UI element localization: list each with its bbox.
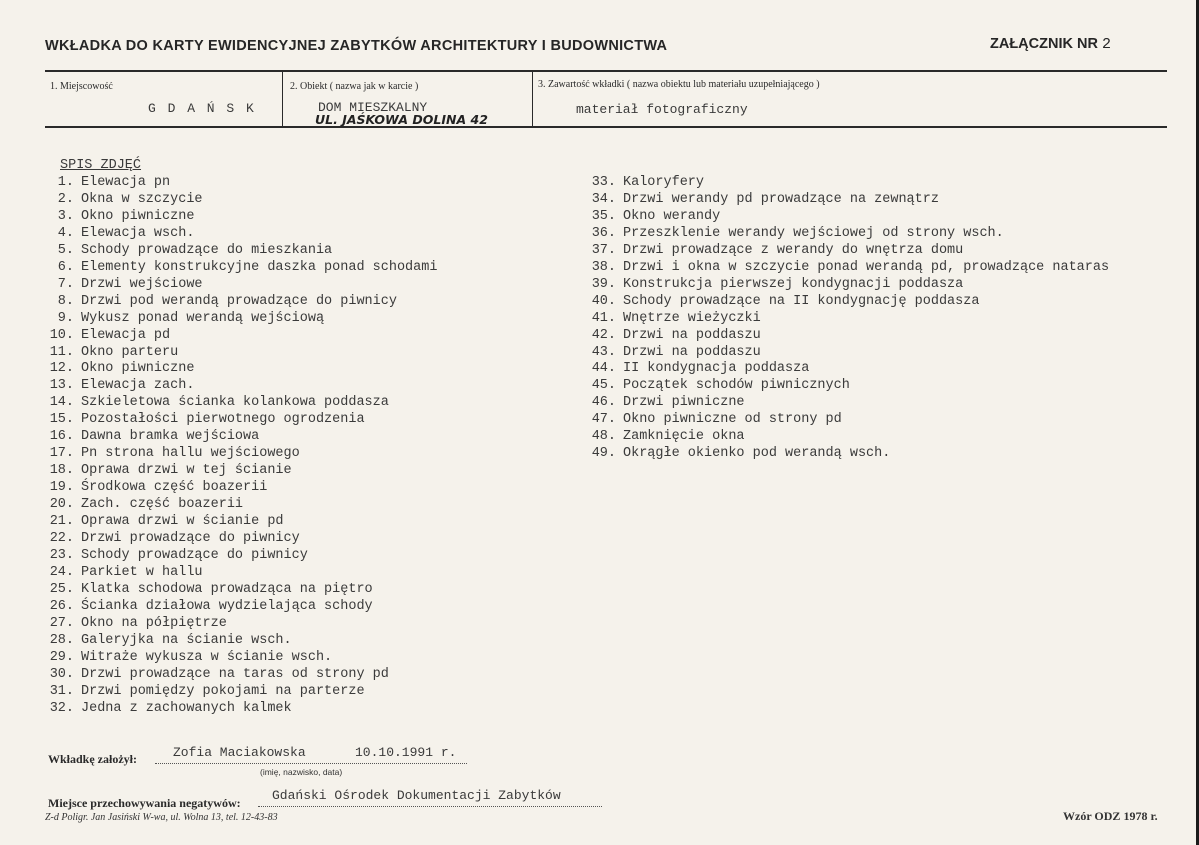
list-item [46,192,437,209]
list-item-text: Okrągłe okienko pod werandą wsch. [623,446,891,462]
list-item-text: Konstrukcja pierwszej kondygnacji poddasza [623,276,964,292]
list-item-number: 40. [591,293,616,309]
list-item [46,650,437,667]
list-item-number: 10. [49,327,74,343]
list-item-text: Schody prowadzące do piwnicy [81,547,308,563]
list-item-text: Parkiet w hallu [81,564,203,580]
list-item [590,175,1109,192]
photo-list-right [590,175,1109,463]
list-item-text: Okno piwniczne od strony pd [623,412,842,428]
list-item [46,684,437,701]
list-item [46,497,437,514]
list-item-text: Elewacja wsch. [81,225,195,241]
list-item [46,446,437,463]
list-item-number: 36. [591,225,616,241]
list-item [590,412,1109,429]
storage-value: Gdański Ośrodek Dokumentacji Zabytków [272,788,561,803]
list-item-number: 34. [591,191,616,207]
list-item [590,395,1109,412]
author-label: Wkładkę założył: [48,752,137,766]
list-item-number: 25. [49,581,74,597]
list-item [46,345,437,362]
list-item-text: Pn strona hallu wejściowego [81,446,300,462]
annex-number: 2 [1101,36,1111,53]
list-item-number: 14. [49,395,74,411]
list-item [46,667,437,684]
list-item-text: Pozostałości pierwotnego ogrodzenia [81,412,365,428]
list-item-number: 6. [57,259,74,275]
list-item-number: 33. [591,175,616,190]
author-value: Zofia Maciakowska [173,745,306,760]
list-item-number: 18. [49,463,74,479]
list-item-text: Klatka schodowa prowadząca na piętro [81,581,373,597]
locality-label: 1. Miejscowość [50,81,113,92]
list-item-text: Szkieletowa ścianka kolankowa poddasza [81,395,389,411]
list-item-number: 27. [49,615,74,631]
list-item [590,429,1109,446]
list-item [590,294,1109,311]
table-divider-1 [282,72,283,126]
list-item [46,328,437,345]
list-item-text: Okno werandy [623,208,721,224]
list-item-text: II kondygnacja poddasza [623,361,810,377]
list-item [46,361,437,378]
list-item [46,209,437,226]
list-item [46,175,437,192]
list-item [46,480,437,497]
object-value-handwritten: UL. JAŚKOWA DOLINA 42 [315,112,488,127]
list-item [46,412,437,429]
list-item [46,277,437,294]
list-item [590,192,1109,209]
list-item [46,226,437,243]
table-bottom-border [45,126,1167,128]
list-item-number: 35. [591,208,616,224]
list-item-number: 49. [591,446,616,462]
list-item [46,243,437,260]
list-item [590,345,1109,362]
list-item-number: 23. [49,547,74,563]
list-item-number: 37. [591,242,616,258]
list-item-number: 42. [591,327,616,343]
list-item-number: 8. [57,293,74,309]
list-item-text: Schody prowadzące do mieszkania [81,242,333,258]
author-dotted-line [155,763,467,764]
list-item-text: Wykusz ponad werandą wejściową [81,310,325,326]
list-item-number: 16. [49,429,74,445]
list-item-text: Drzwi na poddaszu [623,327,761,343]
list-item-text: Zach. część boazerii [81,497,244,513]
list-item-text: Drzwi piwniczne [623,395,745,411]
list-item-number: 24. [49,564,74,580]
list-item-text: Przeszklenie werandy wejściowej od strony wsch. [623,225,1004,241]
object-label: 2. Obiekt ( nazwa jak w karcie ) [290,81,419,92]
list-item [46,378,437,395]
list-item-number: 48. [591,429,616,445]
list-item [590,446,1109,463]
list-item-text: Drzwi na poddaszu [623,344,761,360]
form-title: WKŁADKA DO KARTY EWIDENCYJNEJ ZABYTKÓW ARCHITEKTURY I BUDOWNICTWA [45,38,668,54]
list-item [46,311,437,328]
list-item-number: 3. [57,208,74,224]
list-item-number: 21. [49,514,74,530]
list-item-number: 43. [591,344,616,360]
list-item-number: 47. [591,412,616,428]
list-item-number: 38. [591,259,616,275]
list-item-number: 17. [49,446,74,462]
list-item-number: 5. [57,242,74,258]
list-item [46,599,437,616]
list-item-number: 45. [591,378,616,394]
list-item-number: 7. [57,276,74,292]
list-item-text: Elewacja zach. [81,378,195,394]
annex-label [990,36,1111,53]
list-item [46,429,437,446]
list-item-number: 41. [591,310,616,326]
locality-value: G D A Ń S K [148,101,256,116]
storage-label: Miejsce przechowywania negatywów: [48,796,241,810]
list-item-text: Okna w szczycie [81,191,203,207]
list-item-number: 13. [49,378,74,394]
list-item-number: 1. [57,175,74,190]
list-item [590,243,1109,260]
list-item [46,701,437,718]
list-item-number: 20. [49,497,74,513]
list-item-text: Okno na półpiętrze [81,615,227,631]
list-item-text: Elementy konstrukcyjne daszka ponad schodami [81,259,438,275]
list-item [590,361,1109,378]
list-item [46,294,437,311]
list-item-number: 4. [57,225,74,241]
form-code: Wzór ODZ 1978 r. [1063,809,1158,823]
storage-dotted-line [258,806,602,807]
list-item [46,633,437,650]
list-item [46,395,437,412]
list-item-text: Okno piwniczne [81,208,195,224]
photo-list-left [46,175,437,718]
list-item [590,209,1109,226]
list-item-text: Drzwi prowadzące do piwnicy [81,531,300,547]
list-item [46,548,437,565]
list-item [46,260,437,277]
list-item [46,514,437,531]
list-item-number: 29. [49,649,74,665]
list-item-text: Elewacja pn [81,175,171,190]
list-item-text: Galeryjka na ścianie wsch. [81,632,292,648]
list-item [46,531,437,548]
list-item [46,463,437,480]
list-item-text: Kaloryfery [623,175,705,190]
list-item-number: 2. [57,191,74,207]
table-top-border [45,70,1167,72]
list-item-text: Drzwi pod werandą prowadzące do piwnicy [81,293,397,309]
list-item-number: 28. [49,632,74,648]
list-item-text: Okno parteru [81,344,179,360]
content-value: materiał fotograficzny [576,102,748,117]
list-item-text: Witraże wykusza w ścianie wsch. [81,649,333,665]
list-item-number: 22. [49,531,74,547]
list-item [590,277,1109,294]
list-item [590,311,1109,328]
list-item [46,582,437,599]
content-label: 3. Zawartość wkładki ( nazwa obiektu lub materiału uzupełniającego ) [538,79,820,90]
author-hint: (imię, nazwisko, data) [260,767,343,777]
list-item [590,328,1109,345]
annex-label-text: ZAŁĄCZNIK NR [990,36,1098,52]
list-item-text: Jedna z zachowanych kalmek [81,700,292,716]
list-item-text: Początek schodów piwnicznych [623,378,850,394]
photo-list-title: SPIS ZDJĘĆ [60,158,142,173]
list-item-number: 46. [591,395,616,411]
list-item-number: 44. [591,361,616,377]
list-item [46,565,437,582]
list-item-number: 31. [49,683,74,699]
list-item-text: Oprawa drzwi w ścianie pd [81,514,284,530]
object-value-typed: DOM MIESZKALNY [318,100,428,115]
list-item-number: 30. [49,666,74,682]
list-item [590,226,1109,243]
list-item-number: 32. [49,700,74,716]
list-item-number: 11. [49,344,74,360]
list-item [46,616,437,633]
list-item-text: Dawna bramka wejściowa [81,429,260,445]
list-item-text: Wnętrze wieżyczki [623,310,761,326]
list-item-text: Środkowa część boazerii [81,480,268,496]
list-item-number: 19. [49,480,74,496]
list-item-text: Drzwi prowadzące na taras od strony pd [81,666,389,682]
author-date: 10.10.1991 r. [355,745,457,760]
list-item-number: 15. [49,412,74,428]
list-item-text: Drzwi wejściowe [81,276,203,292]
list-item [590,378,1109,395]
list-item-text: Drzwi werandy pd prowadzące na zewnątrz [623,191,939,207]
list-item-text: Drzwi pomiędzy pokojami na parterze [81,683,365,699]
list-item-number: 12. [49,361,74,377]
list-item-text: Okno piwniczne [81,361,195,377]
table-divider-2 [532,72,533,126]
list-item-text: Schody prowadzące na II kondygnację poddasza [623,293,980,309]
printer-note: Z-d Poligr. Jan Jasiński W-wa, ul. Wolna 13, tel. 12-43-83 [45,812,278,823]
list-item [590,260,1109,277]
list-item-text: Oprawa drzwi w tej ścianie [81,463,292,479]
list-item-text: Drzwi prowadzące z werandy do wnętrza domu [623,242,964,258]
list-item-text: Zamknięcie okna [623,429,745,445]
list-item-number: 26. [49,598,74,614]
list-item-text: Ścianka działowa wydzielająca schody [81,598,373,614]
list-item-number: 39. [591,276,616,292]
list-item-number: 9. [57,310,74,326]
list-item-text: Drzwi i okna w szczycie ponad werandą pd, prowadzące nataras [623,259,1110,275]
list-item-text: Elewacja pd [81,327,171,343]
